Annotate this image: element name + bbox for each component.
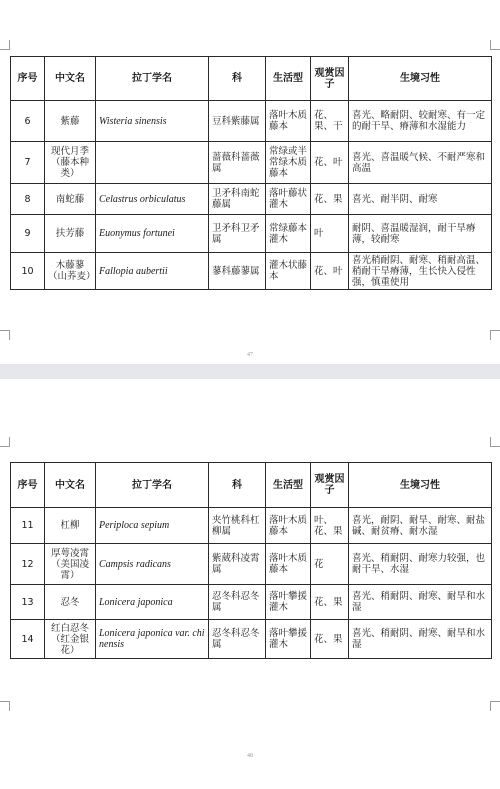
- cell-life-form: 落叶木质藤本: [266, 544, 311, 585]
- cell-ornamental: 花、叶: [311, 253, 349, 290]
- cell-habit: 喜光、略耐阴、较耐寒、有一定的耐干旱、瘠薄和水湿能力: [349, 101, 492, 142]
- cell-habit: 喜光、稍耐阴、耐寒力较强，也耐干旱、水湿: [349, 544, 492, 585]
- crop-mark: [0, 701, 10, 711]
- cell-chinese-name: 现代月季（藤本种类）: [45, 142, 96, 184]
- cell-no: 10: [11, 253, 45, 290]
- page-number: 48: [247, 753, 253, 759]
- page-number: 47: [247, 352, 253, 358]
- cell-ornamental: 花、果、干: [311, 101, 349, 142]
- cell-latin-name: Campsis radicans: [96, 544, 209, 585]
- cell-latin-name: Lonicera japonica: [96, 585, 209, 620]
- cell-habit: 喜光稍耐阴、耐寒、稍耐高温、稍耐干旱瘠薄，生长快入侵性强，慎重使用: [349, 253, 492, 290]
- cell-family: 忍冬科忍冬属: [209, 585, 266, 620]
- cell-family: 卫矛科卫矛属: [209, 215, 266, 253]
- cell-no: 8: [11, 184, 45, 215]
- cell-ornamental: 花、叶: [311, 142, 349, 184]
- cell-habit: 喜光、耐半阴、耐寒: [349, 184, 492, 215]
- cell-chinese-name: 杠柳: [45, 508, 96, 544]
- cell-ornamental: 叶、花、果: [311, 508, 349, 544]
- crop-mark: [490, 40, 500, 50]
- cell-no: 12: [11, 544, 45, 585]
- cell-chinese-name: 扶芳藤: [45, 215, 96, 253]
- cell-family: 忍冬科忍冬属: [209, 620, 266, 659]
- cell-latin-name: Lonicera japonica var. chinensis: [96, 620, 209, 659]
- cell-latin-name: Celastrus orbiculatus: [96, 184, 209, 215]
- header-chinese-name: 中文名: [45, 57, 96, 101]
- table-header-row: [11, 57, 492, 101]
- cell-latin-name: Euonymus fortunei: [96, 215, 209, 253]
- cell-life-form: 灌木状藤本: [266, 253, 311, 290]
- cell-no: 9: [11, 215, 45, 253]
- cell-life-form: 常绿或半常绿木质藤本: [266, 142, 311, 184]
- header-family: 科: [209, 463, 266, 508]
- cell-no: 14: [11, 620, 45, 659]
- cell-family: 紫葳科凌霄属: [209, 544, 266, 585]
- cell-life-form: 落叶木质藤本: [266, 101, 311, 142]
- header-life-form: 生活型: [266, 57, 311, 101]
- cell-no: 7: [11, 142, 45, 184]
- header-latin-name: 拉丁学名: [96, 463, 209, 508]
- header-life-form: 生活型: [266, 463, 311, 508]
- cell-no: 6: [11, 101, 45, 142]
- cell-life-form: 落叶攀援灌木: [266, 620, 311, 659]
- header-ornamental: 观赏因子: [311, 463, 349, 508]
- cell-latin-name: Periploca sepium: [96, 508, 209, 544]
- cell-life-form: 落叶藤状灌木: [266, 184, 311, 215]
- cell-habit: 耐阴、喜温暖湿润，耐干旱瘠薄，较耐寒: [349, 215, 492, 253]
- header-no: 序号: [11, 463, 45, 508]
- plant-table: [10, 462, 492, 659]
- crop-mark: [0, 437, 10, 447]
- header-habit: 生境习性: [349, 57, 492, 101]
- header-no: 序号: [11, 57, 45, 101]
- cell-family: 蔷薇科蔷薇属: [209, 142, 266, 184]
- table-header-row: [11, 463, 492, 508]
- cell-ornamental: 花、果: [311, 585, 349, 620]
- header-chinese-name: 中文名: [45, 463, 96, 508]
- cell-life-form: 落叶攀援灌木: [266, 585, 311, 620]
- cell-chinese-name: 厚萼凌霄（美国凌霄）: [45, 544, 96, 585]
- document-page-47: [0, 0, 500, 364]
- cell-no: 11: [11, 508, 45, 544]
- cell-ornamental: 叶: [311, 215, 349, 253]
- cell-family: 豆科紫藤属: [209, 101, 266, 142]
- table-row: [11, 585, 492, 620]
- cell-latin-name: Wisteria sinensis: [96, 101, 209, 142]
- table-row: [11, 253, 492, 290]
- cell-habit: 喜光、喜温暖气候、不耐严寒和高温: [349, 142, 492, 184]
- cell-family: 夹竹桃科杠柳属: [209, 508, 266, 544]
- cell-chinese-name: 紫藤: [45, 101, 96, 142]
- cell-habit: 喜光、稍耐阴、耐寒、耐旱和水湿: [349, 620, 492, 659]
- table-row: [11, 544, 492, 585]
- crop-mark: [490, 437, 500, 447]
- cell-family: 卫矛科南蛇藤属: [209, 184, 266, 215]
- crop-mark: [0, 330, 10, 340]
- crop-mark: [0, 40, 10, 50]
- crop-mark: [490, 701, 500, 711]
- cell-habit: 喜光、稍耐阴、耐寒、耐旱和水湿: [349, 585, 492, 620]
- cell-latin-name: [96, 142, 209, 184]
- cell-chinese-name: 南蛇藤: [45, 184, 96, 215]
- cell-life-form: 落叶木质藤本: [266, 508, 311, 544]
- cell-ornamental: 花、果: [311, 620, 349, 659]
- cell-life-form: 常绿藤本灌木: [266, 215, 311, 253]
- cell-chinese-name: 木藤蓼（山荞麦）: [45, 253, 96, 290]
- cell-ornamental: 花、果: [311, 184, 349, 215]
- document-page-48: [0, 379, 500, 789]
- table-row: [11, 101, 492, 142]
- header-latin-name: 拉丁学名: [96, 57, 209, 101]
- cell-latin-name: Fallopia aubertii: [96, 253, 209, 290]
- header-family: 科: [209, 57, 266, 101]
- header-ornamental: 观赏因子: [311, 57, 349, 101]
- table-row: [11, 620, 492, 659]
- cell-no: 13: [11, 585, 45, 620]
- plant-table: [10, 56, 492, 290]
- cell-chinese-name: 红白忍冬（红金银花）: [45, 620, 96, 659]
- cell-chinese-name: 忍冬: [45, 585, 96, 620]
- table-row: [11, 142, 492, 184]
- cell-family: 蓼科藤蓼属: [209, 253, 266, 290]
- table-row: [11, 184, 492, 215]
- table-row: [11, 508, 492, 544]
- crop-mark: [490, 330, 500, 340]
- cell-ornamental: 花: [311, 544, 349, 585]
- header-habit: 生境习性: [349, 463, 492, 508]
- table-row: [11, 215, 492, 253]
- cell-habit: 喜光，耐阴、耐旱、耐寒、耐盐碱、耐贫瘠、耐水湿: [349, 508, 492, 544]
